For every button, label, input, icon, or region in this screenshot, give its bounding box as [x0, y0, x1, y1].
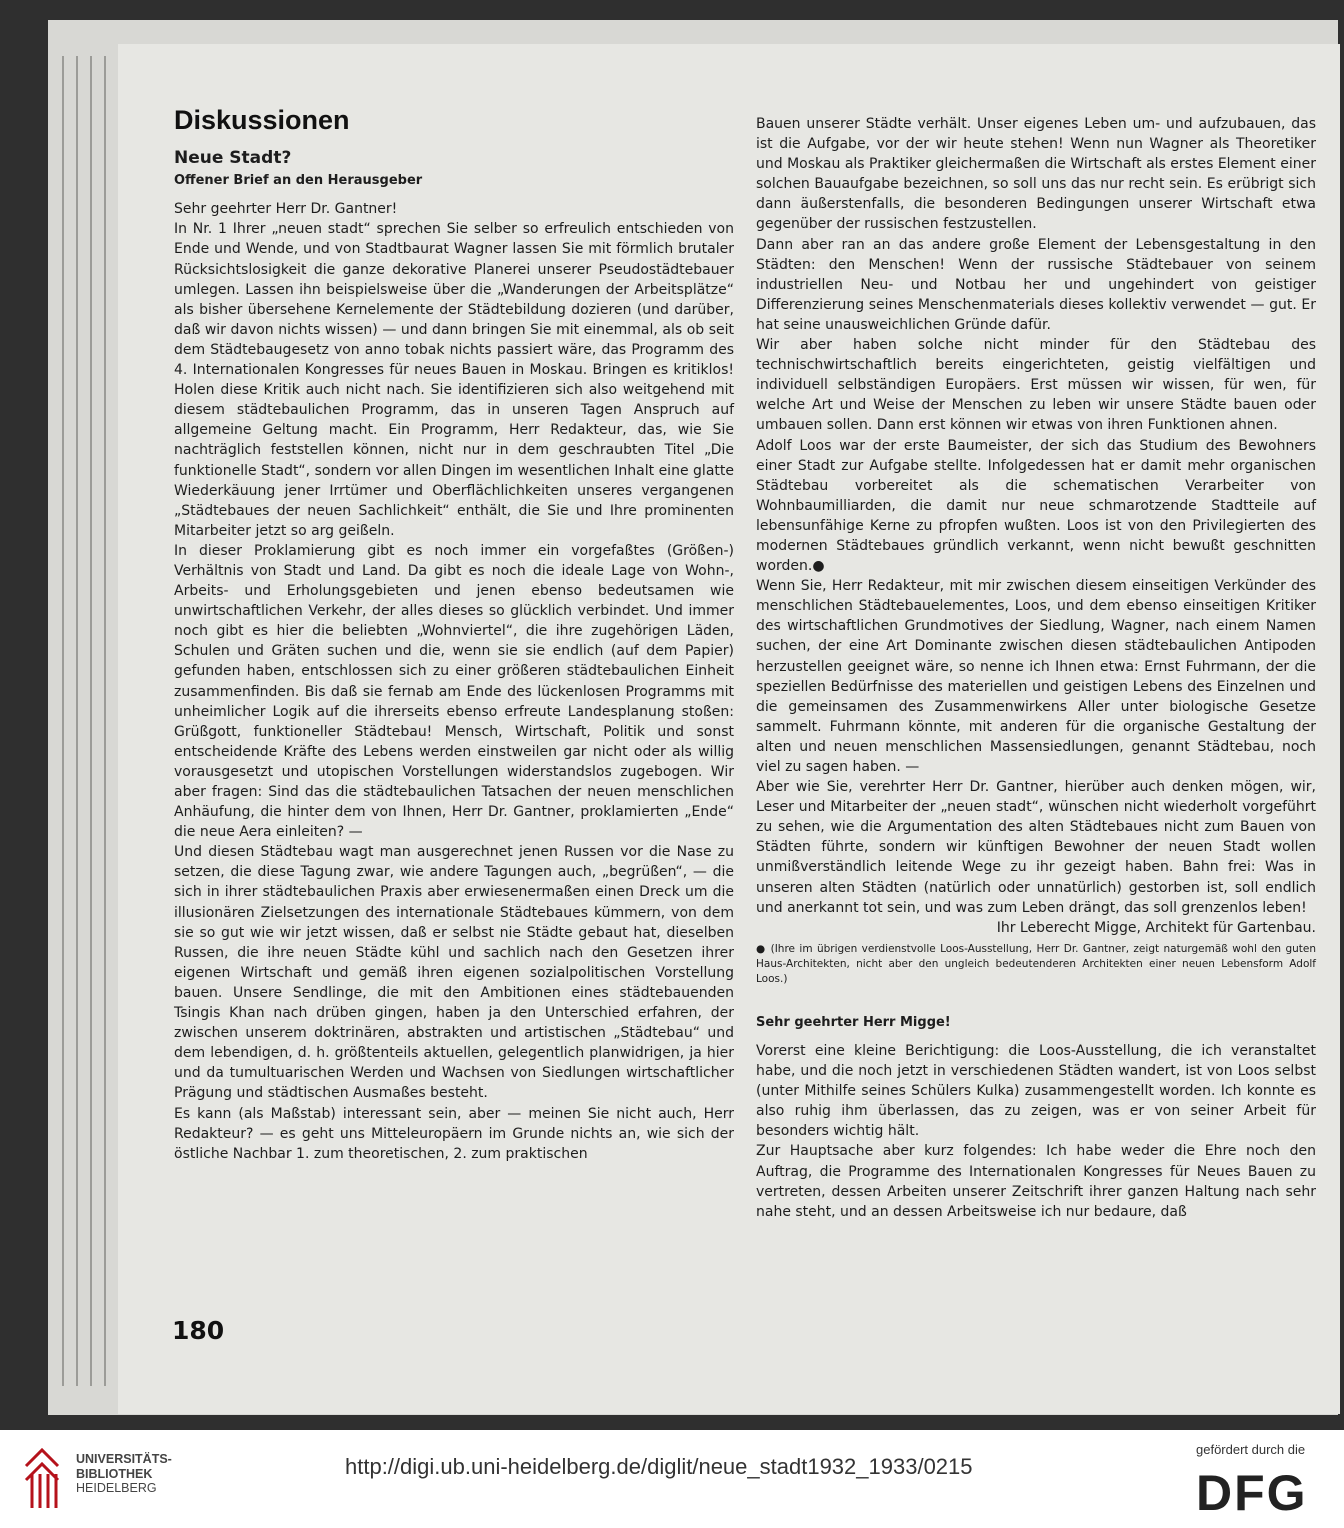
paragraph: Zur Hauptsache aber kurz folgendes: Ich habe weder die Ehre noch den Auftrag, die Programme des Internationalen Kongresses für Neues Bauen zu vertreten, dessen Arbeiten unserer Zeitschrift ihrer ganzen Haltung nach sehr nahe steht, und an dessen Arbeitsweise ich nur bedaure, daß — [756, 1143, 1316, 1220]
reply-title: Sehr geehrter Herr Migge! — [756, 1014, 951, 1030]
funding-caption: gefördert durch die — [1196, 1442, 1306, 1457]
university-library-logo-icon — [22, 1444, 62, 1512]
library-name-line: UNIVERSITÄTS- — [76, 1452, 172, 1466]
paragraph: Aber wie Sie, verehrter Herr Dr. Gantner, hierüber auch denken mögen, wir, Leser und Mitarbeiter der „neuen stadt“, wünschen nicht wiederholt vorgeführt zu sehen, wie die Argumentation des alten Städtebaues nicht zum Bauen von Städten führte, sondern wir künftigen Bewohner der neuen Stadt wollen unmißverständlich leitende Wege zu ihr gezeigt haben. Bahn frei: Was in unseren alten Städten (natürlich oder unnatürlich) gestorben ist, soll endlich und anerkannt tot sein, und was zum Leben drängt, das soll grenzenlos leben! — [756, 779, 1316, 916]
paragraph: Adolf Loos war der erste Baumeister, der sich das Studium des Bewohners einer Stadt zur Aufgabe stellte. Infolgedessen hat er damit mehr organischen Städtebau vorbereitet als die schematischen Verarbeiter von Wohnbaumilliarden, die damit nur neue schmarotzende Stadtteile auf lebensunfähige Kerne zu pfropfen wußten. Loos ist von den Privilegierten des modernen Städtebaues gründlich verkannt, wenn nicht bewußt geschnitten worden.● — [756, 437, 1316, 575]
paragraph: Wir aber haben solche nicht minder für den Städtebau des technischwirtschaftlich bereits eingerichteten, geistig vielfältigen und individuell selbständigen Europäers. Erst müssen wir wissen, für wen, für welche Art und Weise der Menschen zu leben wir unsere Städte bauen oder umbauen sollen. Dann erst können wir etwas von ihren Funktionen ahnen. — [756, 337, 1316, 434]
footer-bar — [0, 1430, 1344, 1528]
page-number: 180 — [172, 1316, 225, 1345]
paragraph: Sehr geehrter Herr Dr. Gantner! — [174, 201, 398, 218]
paragraph: Vorerst eine kleine Berichtigung: die Loos-Ausstellung, die ich veranstaltet habe, und die noch jetzt in verschiedenen Städten wandert, ist von Loos selbst (unter Mithilfe seines Schülers Kulka) zusammengestellt worden. Ich konnte es also ruhig ihm überlassen, das zu zeigen, was er von seiner Arbeit für besonders wichtig hält. — [756, 1042, 1316, 1140]
page-edge-line — [62, 56, 64, 1386]
signature: Ihr Leberecht Migge, Architekt für Gartenbau. — [996, 919, 1316, 936]
document-url[interactable]: http://digi.ub.uni-heidelberg.de/diglit/neue_stadt1932_1933/0215 — [345, 1454, 973, 1479]
footnote: ● (Ihre im übrigen verdienstvolle Loos-Ausstellung, Herr Dr. Gantner, zeigt naturgemäß wohl den guten Haus-Architekten, nicht aber den ungleich bedeutenderen Architekten einer neuen Lebensform Adolf Loos.) — [756, 942, 1316, 985]
page-edge-line — [104, 56, 106, 1386]
left-column — [174, 105, 734, 1164]
paragraph: Es kann (als Maßstab) interessant sein, aber — meinen Sie nicht auch, Herr Redakteur? — es geht uns Mitteleuropäern im Grunde nichts an, wie sich der östliche Nachbar 1. zum theoretischen, 2. zum praktischen — [174, 1105, 734, 1162]
paragraph: Wenn Sie, Herr Redakteur, mit mir zwischen diesem einseitigen Verkünder des menschlichen Städtebauelementes, Loos, und dem ebenso einseitigen Kritiker des wirtschaftlichen Grundmotives der Siedlung, Wagner, nach einem Namen suchen, der eine Art Dominante zwischen diesen städtebaulichen Antipoden herzustellen geeignet wäre, so nenne ich Ihnen etwa: Ernst Fuhrmann, der die speziellen Bedürfnisse des materiellen und geistigen Lebens des Einzelnen und die gemeinsamen des Zusammenwirkens Aller unter biologische Gesetze sammelt. Fuhrmann könnte, mit anderen für die organische Gestaltung der alten und neuen menschlichen Massensiedlungen, genannt Städtebau, noch viel zu sagen haben. — — [756, 578, 1316, 775]
book-page — [118, 44, 1340, 1414]
right-column — [756, 114, 1316, 1222]
paragraph: Dann aber ran an das andere große Element der Lebensgestaltung in den Städten: den Menschen! Wenn der russische Städtebauer von seinem industriellen Neu- und Notbau her und ungehindert von geistiger Differenzierung seines Menschenmaterials dieses kollektiv verwendet — gut. Er hat seine unausweichlichen Gründe dafür. — [756, 236, 1316, 333]
dfg-logo: DFG — [1196, 1465, 1308, 1521]
paragraph: In Nr. 1 Ihrer „neuen stadt“ sprechen Sie selber so erfreulich entschieden von Ende und Wende, und von Stadtbaurat Wagner lassen Sie mit förmlich brutaler Rücksichtslosigkeit die ganze dekorative Planerei unserer Pseudostädtebauer umlegen. Lassen ihn beispielsweise über die „Wanderungen der Arbeitsplätze“ als bisher übersehene Kernelemente der Städtebildung dozieren (und darüber, daß wir davon nichts wissen) — und dann bringen Sie mit einemmal, als ob seit dem Städtebaugesetz von anno tobak nichts passiert wäre, das Programm des 4. Internationalen Kongresses für neues Bauen in Moskau. Bringen es kritiklos! Holen diese Kritik auch nicht nach. Sie identifizieren sich also weitgehend mit diesem städtebaulichen Programm, das in unseren Tagen Anspruch auf allgemeine Geltung macht. Ein Programm, Herr Redakteur, das, wie Sie nachträglich feststellen können, nicht nur in dem geschraubten Titel „Die funktionelle Stadt“, sondern vor allen Dingen im wesentlichen Inhalt eine glatte Wiederkäuung jener Irrtümer und Oberflächlichkeiten unseres vergangenen „Städtebaues der neuen Sachlichkeit“ enthält, die Sie und Ihre prominenten Mitarbeiter jetzt so arg geißeln. — [174, 221, 734, 539]
section-title: Diskussionen — [174, 105, 350, 135]
page-edge-line — [90, 56, 92, 1386]
paragraph: In dieser Proklamierung gibt es noch immer ein vorgefaßtes (Größen-) Verhältnis von Stadt und Land. Da gibt es noch die ideale Lage von Wohn-, Arbeits- und Erholungsgebieten und jenen ebenso bedeutsamen wie unwirtschaftlichen Verkehr, der alles dieses so glücklich verbindet. Und immer noch gibt es hier die beliebten „Wohnviertel“, die ihre zugehörigen Läden, Schulen und Gräten suchen und die, wenn sie sie endlich (auf dem Papier) gefunden haben, entschlossen sich zu einer größeren städtebaulichen Einheit zusammenfinden. Bis daß sie fernab am Ende des lückenlosen Programms mit unheimlicher Logik auf die ihrerseits ebenso erfreute Landesplanung stoßen: Grüßgott, funktioneller Städtebau! Mensch, Wirtschaft, Politik und sonst entscheidende Kräfte des Lebens werden einstweilen gar nicht oder als willig vorausgesetzt und utopischen Vorstellungen widerstandslos zugebogen. Wir aber fragen: Sind das die städtebaulichen Tatsachen der neuen menschlichen Anhäufung, die hinter dem von Ihnen, Herr Dr. Gantner, proklamierten „Ende“ die neue Aera einleiten? — — [174, 542, 734, 841]
paragraph: Und diesen Städtebau wagt man ausgerechnet jenen Russen vor die Nase zu setzen, die diese Tagung zwar, wie andere Tagungen auch, „begrüßen“, — die sich in ihrer städtebaulichen Praxis aber erwiesenermaßen einen Dreck um die illusionären Zielsetzungen des internationale Städtebaues kümmern, von dem sie so gut wie wir jetzt wissen, daß er selbst nie Städte gebaut hat, dieselben Russen, die ihre neuen Städte kühl und sachlich nach den Gesetzen ihrer eigenen Wirtschaft und gemäß ihren eigenen sozialpolitischen Vorstellung bauen. Unsere Sendlinge, die mit den Ambitionen eines städtebauenden Tsingis Khan nach drüben gingen, haben ja den Unterschied erfahren, der zwischen unserem doktrinären, abstrakten und artistischen „Städtebau“ und dem lebendigen, d. h. größtenteils aktuellen, gelegentlich planwidrigen, ja hier und da tumultuarischen Werden und Wachsen von Siedlungen wirtschaftlicher Prägung und städtischen Ausmaßes besteht. — [174, 844, 734, 1102]
article-subtitle: Offener Brief an den Herausgeber — [174, 173, 423, 189]
library-name-line: BIBLIOTHEK — [76, 1466, 153, 1481]
library-name — [76, 1452, 172, 1496]
article-title: Neue Stadt? — [174, 148, 292, 169]
page-edge-line — [76, 56, 78, 1386]
paragraph: Bauen unserer Städte verhält. Unser eigenes Leben um- und aufzubauen, das ist die Aufgabe, vor der wir heute stehen! Wenn nun Wagner als Theoretiker und Moskau als Praktiker gleichermaßen die Wirtschaft als erstes Element einer solchen Bauaufgabe bezeichnen, so soll uns das nur recht sein. Es erübrigt sich dann äußerstenfalls, die besonderen Bedingungen unserer Wirtschaft etwa gegenüber der russischen festzustellen. — [756, 116, 1316, 233]
library-name-line: HEIDELBERG — [76, 1481, 157, 1495]
